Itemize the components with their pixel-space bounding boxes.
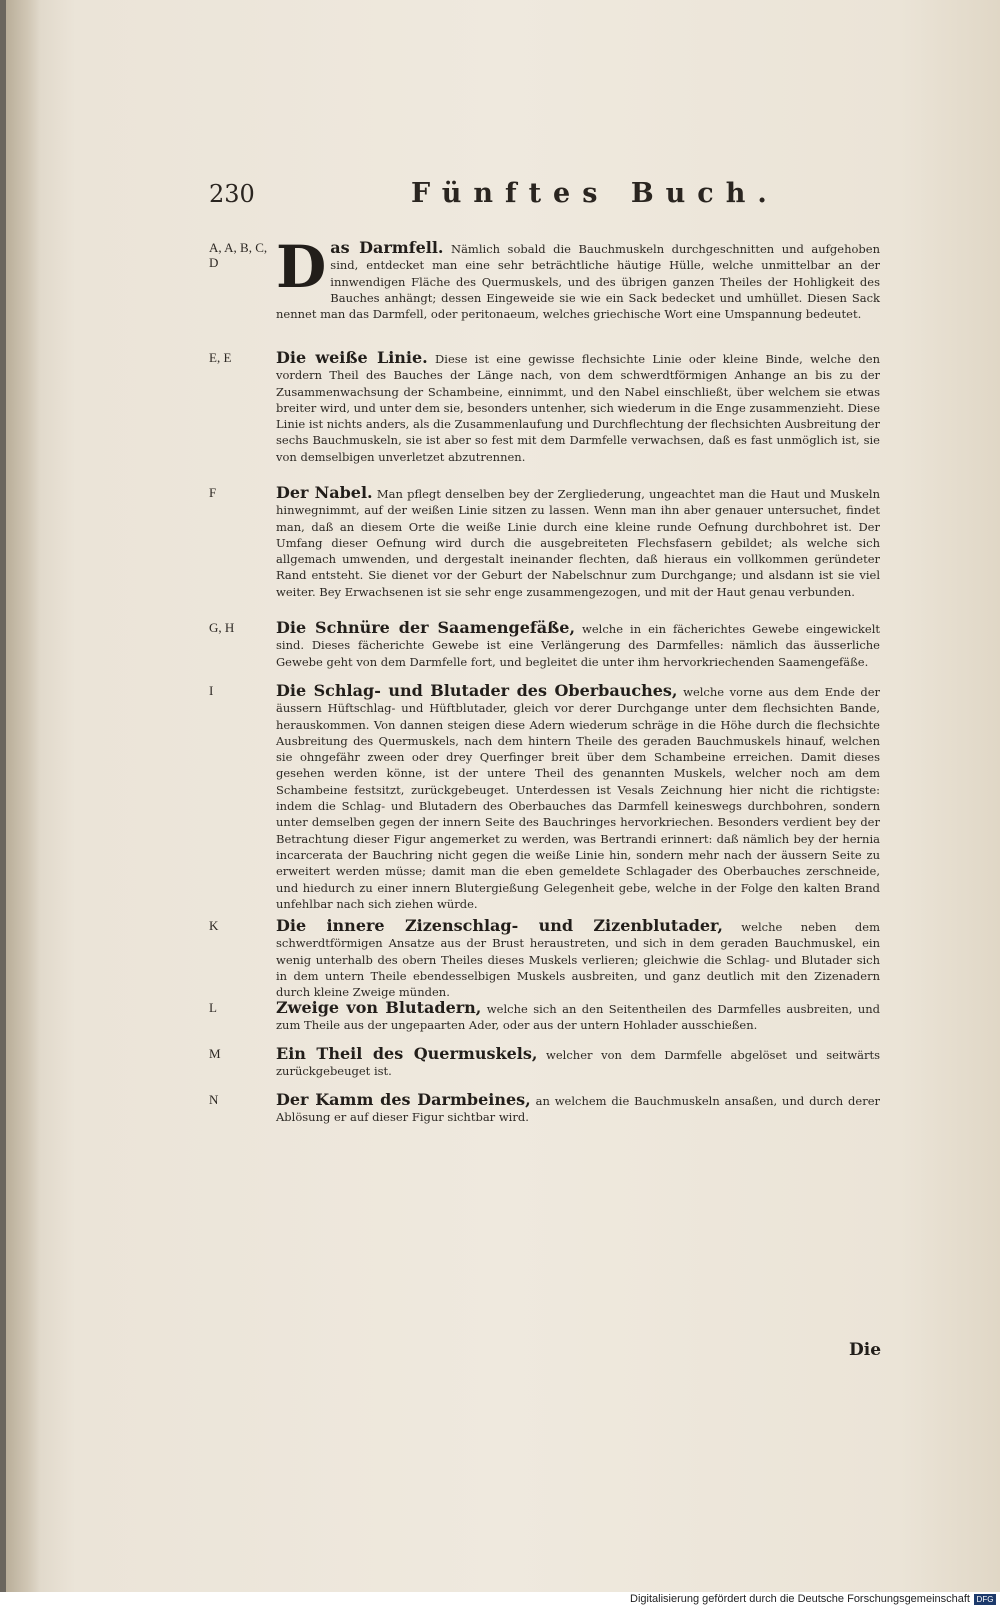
entry-body: welche sich an den Seitentheilen des Darmfelles ausbreiten, und zum Theile aus der ungepaarten Ader, oder aus der untern Hohlader ausschießen. [276,1002,880,1033]
entry-term: Ein Theil des Quermuskels, [276,1044,538,1063]
figure-markers: N [209,1092,219,1107]
entry-text [276,485,880,600]
entry-text [276,350,880,465]
entry-text [276,683,880,912]
entry-text [276,918,880,1000]
figure-markers: F [209,485,217,500]
digitization-footer [0,1592,1000,1608]
entry-term: Zweige von Blutadern, [276,998,482,1017]
entry-body: Man pflegt denselben bey der Zergliederung, ungeachtet man die Haut und Muskeln hinwegnimmt, auf der weißen Linie sitzen zu lassen. Wenn man ihn aber genauer untersuchet, findet man, daß an diesem Orte die weiße Linie durch eine kleine runde Oefnung durchbohret ist. Der Umfang dieser Oefnung wird durch die ausgebreiteten Flechsfasern gebildet; als welche sich allgemach umwenden, und dergestalt ineinander flechten, daß hieraus ein vollkommen geründeter Rand entsteht. Sie dienet vor der Geburt der Nabelschnur zum Durchgange; und alsdann ist sie viel weiter. Bey Erwachsenen ist sie sehr enge zusammengezogen, und mit der Haut genau verbunden. [276,487,881,599]
running-head: Fünftes Buch. [411,178,779,209]
entry-body: Nämlich sobald die Bauchmuskeln durchgeschnitten und aufgehoben sind, entdecket man eine sehr beträchtliche häutige Hülle, welche unmittelbar an der innwendigen Fläche des Quermuskels, und des übrigen ganzen Theiles der Hohligkeit des Bauches anhängt; dessen Eingeweide sie wie ein Sack bedecket und umhüllet. Diesen Sack nennet man das Darmfell, oder peritonaeum, welches griechische Wort eine Umspannung bedeutet. [276,242,880,322]
entry-body: welcher von dem Darmfelle abgelöset und seitwärts zurückgebeuget ist. [276,1048,880,1079]
entry-term: Die Schnüre der Saamengefäße, [276,618,576,637]
entry-term: Die weiße Linie. [276,348,428,367]
entry-text [276,1000,880,1034]
entry-body: welche vorne aus dem Ende der äussern Hüftschlag- und Hüftblutader, gleich vor derer Durchgange unter dem flechsichten Bande, herauskommen. Von dannen steigen diese Adern wiederum schräge in die Höhe durch die flechsichte Ausbreitung des Quermuskels, nach dem hintern Theile des geraden Bauchmuskels hinauf, welchen sie ohngefähr zween oder drey Querfinger breit über dem Schambeine erreichen. Damit dieses gesehen werden könne, ist der untere Theil des genannten Muskels, welcher noch am dem Schambeine festsitzt, zurückgebeuget. Unterdessen ist Vesals Zeichnung hier nicht die richtigste: indem die Schlag- und Blutadern des Oberbauches das Darmfell keineswegs durchbohren, sondern unter demselben gegen der innern Seite des Bauchringes hervorkriechen. Besonders verdient bey der Betrachtung dieser Figur angemerket zu werden, was Bertrandi erinnert: daß nämlich bey der hernia incarcerata der Bauchring nicht gegen die weiße Linie hin, sondern mehr nach der äussern Seite zu erweitert werden müsse; damit man die eben gemeldete Schlagader des Oberbauches zerschneide, und hiedurch zu einer innern Blutergießung Gelegenheit gebe, welche in der Folge den kalten Brand unfehlbar nach sich ziehen würde. [276,685,881,911]
entry-body: welche in ein fächerichtes Gewebe eingewickelt sind. Dieses fächerichte Gewebe ist eine Verlängerung des Darmfelles: nämlich das äusserliche Gewebe geht von dem Darmfelle fort, und begleitet die unter ihm hervorkriechenden Saamengefäße. [276,622,880,669]
entry-text [276,1092,880,1126]
entry-term: as Darmfell. [330,238,444,257]
entry-text [276,233,880,322]
page-number: 230 [209,180,255,208]
entry-text [276,620,880,670]
entry-body: Diese ist eine gewisse flechsichte Linie oder kleine Binde, welche den vordern Theil des Bauches der Länge nach, von dem schwerdtförmigen Anhange an bis zu der Zusammenwachsung der Schambeine, einnimmt, und den Nabel einschließt, über welchem sie etwas breiter wird, und unter dem sie, besonders untenher, sich wiederum in die Enge zusammenzieht. Diese Linie ist nichts anders, als die Zusammenlaufung und Durchflechtung der flechsichten Ausbreitung der sechs Bauchmuskeln, sie ist aber so fest mit dem Darmfelle verwachsen, daß es fast unmöglich ist, sie von demselbigen unverletzet abzutrennen. [276,352,880,464]
dfg-logo-icon: DFG [974,1594,996,1605]
entry-term: Der Kamm des Darmbeines, [276,1090,531,1109]
entry-term: Die Schlag- und Blutader des Oberbauches, [276,681,678,700]
entry-body: an welchem die Bauchmuskeln ansaßen, und durch derer Ablösung er auf dieser Figur sichtbar wird. [276,1094,880,1125]
figure-markers: K [209,918,219,933]
figure-markers: A, A, B, C, D [209,240,268,270]
figure-markers: I [209,683,214,698]
figure-markers: M [209,1046,221,1061]
entry-text [276,1046,880,1080]
book-page [6,0,1000,1592]
catchword: Die [849,1340,882,1360]
entry-term: Der Nabel. [276,483,373,502]
figure-markers: E, E [209,350,232,365]
entry-body: welche neben dem schwerdtförmigen Ansatze aus der Brust heraustreten, und sich in dem geraden Bauchmuskel, ein wenig unterhalb des obern Theiles dieses Muskels verlieren; gleichwie die Schlag- und Blutader sich in dem untern Theile ebendesselbigen Muskels ausbreiten, und ganz deutlich mit den Zizenadern durch kleine Zweige münden. [276,920,880,1000]
figure-markers: G, H [209,620,235,635]
book-gutter [6,0,40,1592]
footer-credit: Digitalisierung gefördert durch die Deutsche Forschungsgemeinschaft [630,1593,970,1605]
entry-term: Die innere Zizenschlag- und Zizenblutader, [276,916,723,935]
drop-cap: D [276,233,327,301]
figure-markers: L [209,1000,217,1015]
